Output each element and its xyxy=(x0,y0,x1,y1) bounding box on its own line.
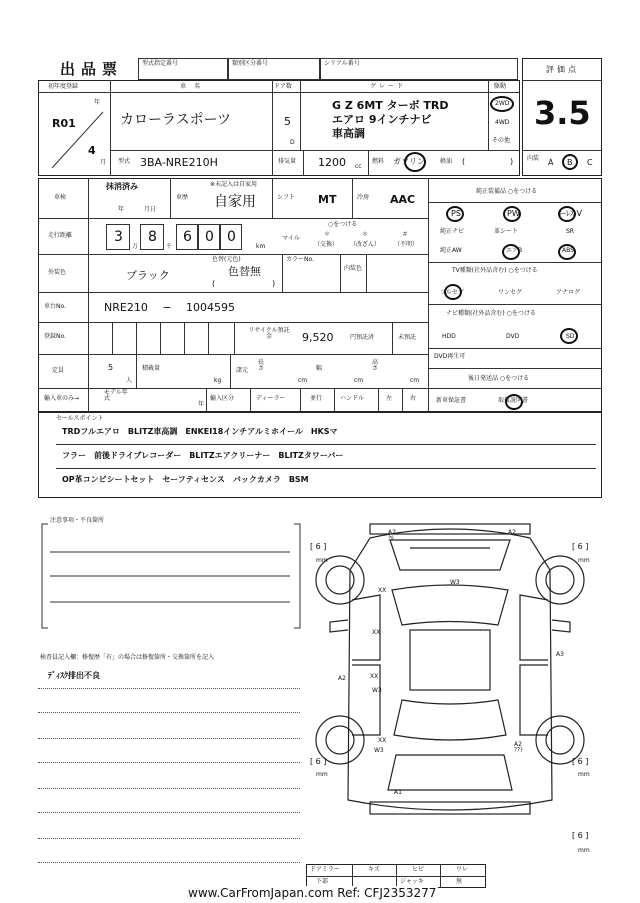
handle-label: ハンドル xyxy=(340,395,365,402)
drive-4wd: 4WD xyxy=(495,119,510,126)
mark-a2-right: A2 ｱｱﾄ xyxy=(514,741,524,754)
mileage-sen: 千 xyxy=(166,243,173,250)
displacement-unit: cc xyxy=(355,163,362,170)
model-year-label: モデル年式 xyxy=(104,389,128,402)
chassis-label: 車台No. xyxy=(44,303,66,310)
reg-year-label: 初年度登録 xyxy=(48,83,79,90)
star-2: ＊ xyxy=(362,231,369,238)
interior-label: 内装 xyxy=(527,155,540,162)
legend-h3: ヒビ xyxy=(412,866,425,873)
mark-w3-mid: W3 xyxy=(372,687,382,694)
interior-a: A xyxy=(548,158,554,167)
legend-h2: キズ xyxy=(368,866,380,873)
fuel-value: ガソリン xyxy=(393,157,425,166)
grade-line2: エアロ 9インチナビ xyxy=(332,113,432,126)
legend-r3: 無 xyxy=(456,878,463,885)
score-value: 3.5 xyxy=(534,94,591,132)
inspection-label: 車検 xyxy=(54,194,67,201)
tv-oneseg: ワンセグ xyxy=(498,289,523,296)
serial-number-cell: シリアル番号 xyxy=(320,58,518,80)
navi-label: ナビ種類(社外品含む) ○をつける xyxy=(446,310,536,317)
color-paren-close: ) xyxy=(272,279,276,288)
genuine-label: 純正装備品 ○をつける xyxy=(476,188,538,195)
ac-value: AAC xyxy=(390,193,416,206)
tire-fr-unit: mm xyxy=(578,557,590,564)
height-label: 高さ xyxy=(372,359,379,372)
inspection-month: 月 xyxy=(144,206,151,213)
mark-w3-top: W3 xyxy=(450,579,460,586)
tire-fl-unit: mm xyxy=(316,557,328,564)
equip-airbag: エアB xyxy=(506,247,523,254)
reg-year: R01 xyxy=(52,117,76,130)
dvd-label: DVD再生可 xyxy=(434,353,466,360)
inspector-text: ﾃﾞｨｽｸ排出不良 xyxy=(48,671,100,680)
mileage-digit-1: 3 xyxy=(114,229,123,245)
model-year-unit: 年 xyxy=(198,401,205,408)
year-unit: 年 xyxy=(94,99,101,106)
post-manual: 取扱説明書 xyxy=(498,397,529,404)
inspection-value: 抹消済み xyxy=(106,182,138,191)
fuel-label: 燃料 xyxy=(372,158,385,165)
car-name: カローラスポーツ xyxy=(120,112,232,128)
width-label: 幅 xyxy=(316,365,323,372)
mileage-label: 走行距離 xyxy=(48,232,73,239)
lot-number-cell: 型式指定番号 xyxy=(138,58,228,80)
capacity-label: 定員 xyxy=(52,367,65,374)
chassis-value: NRE210 − 1004595 xyxy=(104,301,236,314)
star-3: ＃ xyxy=(402,231,409,238)
color-no-label: カラーNo. xyxy=(286,256,314,263)
history-value: 自家用 xyxy=(214,194,256,210)
tampered-label: （改ざん） xyxy=(350,241,381,248)
inspection-year: 年 xyxy=(118,206,125,213)
color-changed-value: 色替無 xyxy=(228,265,261,278)
recycle-value: 9,520 xyxy=(302,331,334,344)
legend-r1: 下部 xyxy=(316,878,329,885)
doors-suffix: D xyxy=(290,139,295,146)
post-warranty: 新車保証書 xyxy=(436,397,467,404)
length-label: 長さ xyxy=(258,359,265,372)
history-note: ※未記入は自家用 xyxy=(210,181,258,188)
equip-sr: SR xyxy=(566,228,574,235)
fuel-circle xyxy=(404,152,426,172)
tire-spare-unit: mm xyxy=(578,847,590,854)
equip-leather: 革シート xyxy=(494,228,519,235)
mileage-digit-5: 0 xyxy=(227,229,236,245)
mark-a2-left: A2 xyxy=(338,675,346,682)
ac-label: 冷房 xyxy=(357,194,370,201)
score-label: 評価点 xyxy=(546,65,579,74)
interior-b: B xyxy=(567,158,573,167)
tire-fl: [ 6 ] xyxy=(310,542,327,551)
equip-aw: 純正AW xyxy=(440,247,462,254)
cm-1: cm xyxy=(298,377,308,384)
mileage-man: 万 xyxy=(132,243,139,250)
tire-fr: [ 6 ] xyxy=(572,542,589,551)
mark-xx-4: XX xyxy=(378,737,387,744)
selling-line3: OP革コンビシートセット セーフティセンス バックカメラ BSM xyxy=(62,475,309,484)
import-type-label: 輸入区分 xyxy=(210,395,235,402)
tv-fullseg: フルセグ xyxy=(440,289,464,296)
mileage-digit-3: 6 xyxy=(183,229,192,245)
selling-line1: TRDフルエアロ BLITZ車高調 ENKEI18インチアルミホイール HKSマ xyxy=(62,427,338,436)
color-paren-open: ( xyxy=(212,279,216,288)
load-unit: kg xyxy=(214,377,222,384)
fuel-paren-open: ( xyxy=(462,157,466,166)
month-unit: 月 xyxy=(100,159,107,166)
color-label: 外装色 xyxy=(48,269,67,276)
tire-rr-unit: mm xyxy=(578,771,590,778)
displacement-value: 1200 xyxy=(318,156,346,169)
star-1: ＊ xyxy=(324,231,331,238)
doors-value: 5 xyxy=(284,115,291,128)
history-label: 車歴 xyxy=(176,194,189,201)
fuel-paren-close: ) xyxy=(510,157,514,166)
inspector-label: 検査員記入欄：修復歴「有」の場合は修復箇所・交換箇所を記入 xyxy=(40,654,215,661)
tire-rl-unit: mm xyxy=(316,771,328,778)
interior-b-circle xyxy=(562,154,578,170)
drive-2wd-circle xyxy=(490,96,514,112)
equip-pw: PW xyxy=(507,209,520,218)
shift-value: MT xyxy=(318,193,337,206)
color-original-label: 色替(元色) xyxy=(212,256,241,263)
capacity-unit: 人 xyxy=(126,377,133,384)
equip-ps: PS xyxy=(451,209,461,218)
right-label: 右 xyxy=(410,395,417,402)
mileage-digit-2: 8 xyxy=(148,229,157,245)
mark-w3-low: W3 xyxy=(374,747,384,754)
drive-2wd: 2WD xyxy=(495,100,510,107)
equip-abs: ABS xyxy=(562,247,574,254)
recycle-not: 未預託 xyxy=(398,334,417,341)
equip-navi: 純正ナビ xyxy=(440,228,465,235)
legend-r2: ジャッキ xyxy=(400,878,424,885)
legend-h4: ワレ xyxy=(456,866,469,873)
interior-c: C xyxy=(587,158,593,167)
navi-sd: SD xyxy=(566,333,575,340)
mark-a3: A3 xyxy=(556,651,564,658)
mark-note: ○をつける xyxy=(328,221,358,228)
load-label: 積載量 xyxy=(142,365,161,372)
mark-a1: A1 xyxy=(394,789,402,796)
tv-analog: アナログ xyxy=(556,289,581,296)
mark-xx-1: XX xyxy=(378,587,387,594)
mile-label: マイル xyxy=(282,235,300,242)
model-value: 3BA-NRE210H xyxy=(140,156,218,169)
doors-label: ドア数 xyxy=(274,83,292,90)
parallel-label: 並行 xyxy=(310,395,323,402)
tire-rl: [ 6 ] xyxy=(310,757,327,766)
exchange-label: （交換） xyxy=(314,241,339,248)
fuel-light-label: 軽油 xyxy=(440,158,453,165)
mileage-digit-4: 0 xyxy=(205,229,214,245)
grade-line3: 車高調 xyxy=(332,127,365,140)
footer-watermark: www.CarFromJapan.com Ref: CFJ2353277 xyxy=(188,886,437,900)
selling-line2: フラー 前後ドライブレコーダー BLITZエアクリーナー BLITZタワーバー xyxy=(62,451,344,460)
caution-box xyxy=(40,522,302,630)
caution-label: 注意事項・不良箇所 xyxy=(50,517,105,524)
tire-rr: [ 6 ] xyxy=(572,757,589,766)
equip-keyless: ｷｰﾚｽ V xyxy=(558,209,583,218)
recycle-label: リサイクル預託金 xyxy=(248,327,290,340)
dealer-label: ディーラー xyxy=(256,395,286,402)
color-value: ブラック xyxy=(126,269,170,282)
drive-label: 駆動 xyxy=(494,83,507,90)
grade-line1: G Z 6MT ターボ TRD xyxy=(332,99,449,112)
mark-xx-3: XX xyxy=(370,673,379,680)
navi-hdd: HDD xyxy=(442,333,456,340)
cm-3: cm xyxy=(410,377,420,384)
inspection-day: 日 xyxy=(150,206,157,213)
page-title: 出品票 xyxy=(60,60,124,78)
import-label: 輸入車のみ→ xyxy=(44,395,80,402)
reg-no-label: 登録No. xyxy=(44,333,66,340)
cm-2: cm xyxy=(354,377,364,384)
unknown-label: （不明） xyxy=(394,241,419,248)
mark-a2-kuru: A2 ｸﾙ xyxy=(388,529,396,542)
tire-spare: [ 6 ] xyxy=(572,831,589,840)
shift-label: シフト xyxy=(277,194,296,201)
reg-diagonal xyxy=(48,108,108,172)
mileage-unit: km xyxy=(256,243,266,250)
mark-xx-2: XX xyxy=(372,629,381,636)
post-label: 後日発送品 ○をつける xyxy=(468,375,530,382)
reg-month: 4 xyxy=(88,144,96,157)
interior-color-label: 内装色 xyxy=(344,265,363,272)
category-number-cell: 類別区分番号 xyxy=(228,58,320,80)
car-name-label: 車名 xyxy=(180,83,209,90)
recycle-unit: 円預託済 xyxy=(350,334,375,341)
capacity-value: 5 xyxy=(108,363,114,372)
drive-other: その他 xyxy=(492,137,511,144)
mark-a2-top: A2 xyxy=(508,529,516,536)
grade-label: グレード xyxy=(370,83,407,90)
left-label: 左 xyxy=(386,395,393,402)
dims-label: 諸元 xyxy=(236,367,249,374)
legend-h1: ドアミラー xyxy=(310,866,340,873)
selling-label: セールスポイント xyxy=(56,415,104,422)
navi-dvd: DVD xyxy=(506,333,520,340)
tv-label: TV種類(社外品含む) ○をつける xyxy=(452,267,538,274)
displacement-label: 排気量 xyxy=(278,158,297,165)
model-label: 型式 xyxy=(118,158,131,165)
